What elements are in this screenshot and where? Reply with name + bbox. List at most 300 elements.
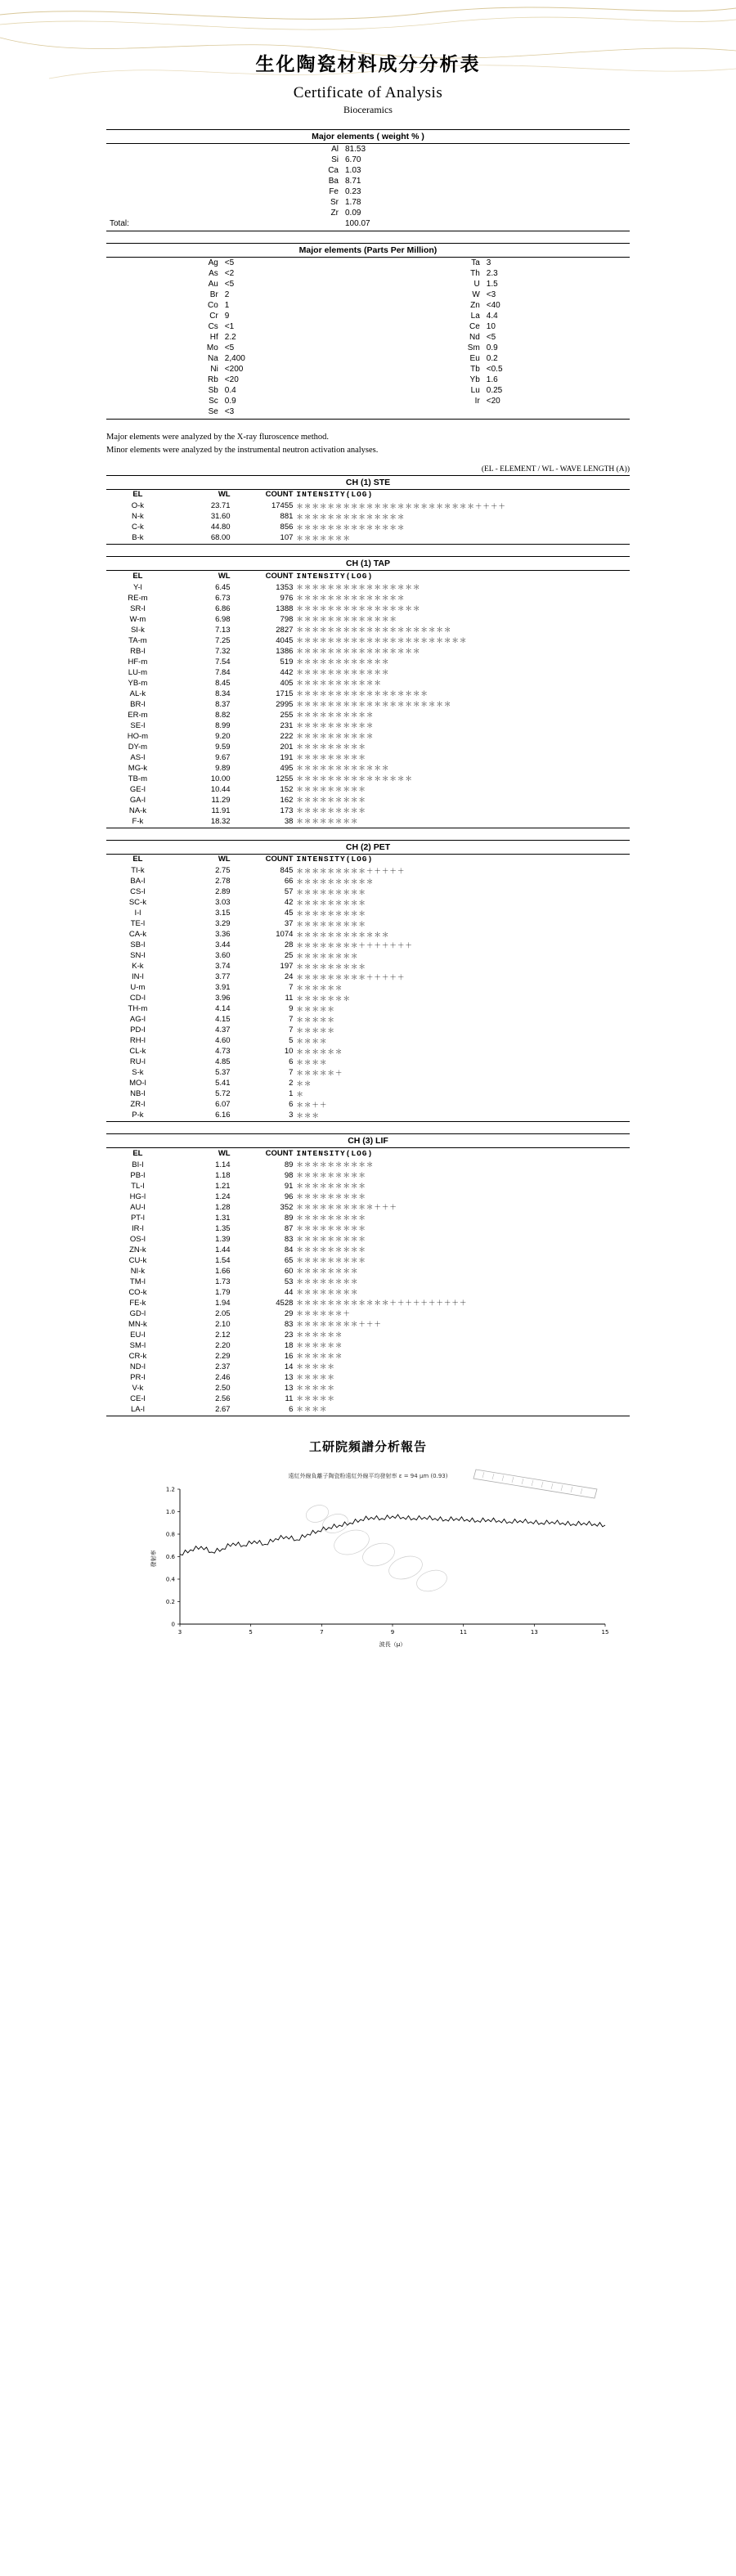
row-count: 60 xyxy=(284,1266,294,1276)
table-row xyxy=(106,197,630,208)
channel-table xyxy=(106,1148,630,1416)
table-row xyxy=(106,982,630,993)
row-element: TI-k xyxy=(131,866,145,875)
row-intensity-bar: ＊＊＊＊＊＊＊＊＊＊ xyxy=(296,733,375,741)
table-row xyxy=(106,1192,630,1202)
element-value: <5 xyxy=(224,343,235,352)
row-count: 29 xyxy=(284,1308,294,1318)
column-header-el: EL xyxy=(132,855,143,864)
table-row xyxy=(106,375,630,385)
column-header-intensity: INTENSITY(LOG) xyxy=(296,855,374,864)
row-intensity-bar: ＊＊＊＊＊ xyxy=(296,1384,335,1393)
row-element: ER-m xyxy=(128,710,148,720)
row-element: CR-k xyxy=(128,1351,147,1361)
row-intensity-bar: ＊＊＊＊＊＊＊＊＊ xyxy=(296,1214,366,1223)
element-value: <3 xyxy=(486,290,496,299)
section-rule xyxy=(106,1120,630,1122)
table-row xyxy=(106,1014,630,1025)
row-intensity-bar: ＊＊＊＊＊＊＊＊＊＊ xyxy=(296,711,375,720)
row-count: 7 xyxy=(289,1015,294,1024)
minor-elements-table xyxy=(106,258,630,420)
table-row xyxy=(106,1404,630,1415)
table-row xyxy=(106,289,630,300)
row-count: 1074 xyxy=(276,930,294,939)
table-row xyxy=(106,258,630,268)
row-wavelength: 7.13 xyxy=(215,625,231,635)
row-count: 53 xyxy=(284,1277,294,1286)
row-count: 1388 xyxy=(276,604,294,613)
channel-table xyxy=(106,571,630,828)
note-line: Major elements were analyzed by the X-ray fluroscence method. xyxy=(106,433,330,442)
element-symbol: Yb xyxy=(469,375,480,384)
element-value: 1.78 xyxy=(345,198,361,207)
row-intensity-bar: ＊＊＊＊＊＊＊＊＊＊ xyxy=(296,1161,375,1169)
note-line: Minor elements were analyzed by the instrumental neutron activation analyses. xyxy=(106,445,379,455)
element-symbol: As xyxy=(209,269,218,278)
table-row xyxy=(106,940,630,950)
element-symbol: Cs xyxy=(208,322,218,331)
row-wavelength: 3.15 xyxy=(215,909,231,918)
row-element: LA-l xyxy=(130,1404,145,1414)
element-symbol: Au xyxy=(208,280,218,289)
table-row xyxy=(106,165,630,176)
svg-text:0.8: 0.8 xyxy=(165,1531,175,1537)
row-element: F-k xyxy=(132,816,144,826)
row-count: 152 xyxy=(280,784,294,794)
row-count: 4045 xyxy=(276,635,294,645)
spectrum-chart-svg xyxy=(106,1465,630,1653)
row-intensity-bar: ＊＊＊＊＊＊＊＊ xyxy=(296,1289,359,1297)
svg-text:發射率: 發射率 xyxy=(150,1550,157,1567)
element-symbol: Mo xyxy=(206,343,218,352)
table-header-row xyxy=(106,571,630,582)
row-intensity-bar: ＊＊＊＊＊ xyxy=(296,1363,335,1371)
row-wavelength: 1.54 xyxy=(215,1255,231,1265)
row-wavelength: 1.94 xyxy=(215,1298,231,1308)
row-count: 798 xyxy=(280,614,294,624)
table-row xyxy=(106,897,630,908)
table-row xyxy=(106,1383,630,1393)
element-value: 1.03 xyxy=(345,166,361,175)
channel-header: CH (1) STE xyxy=(106,475,630,490)
element-symbol: Rb xyxy=(208,375,218,384)
row-count: 83 xyxy=(284,1319,294,1329)
row-intensity-bar: ＊＊＊＊＊＊＊＊＊ xyxy=(296,909,366,918)
row-element: U-m xyxy=(130,983,146,992)
element-value: 81.53 xyxy=(345,145,366,154)
row-element: P-k xyxy=(132,1111,144,1120)
element-value: 0.9 xyxy=(486,343,498,352)
row-count: 162 xyxy=(280,795,294,805)
table-row xyxy=(106,1340,630,1351)
row-count: 65 xyxy=(284,1255,294,1265)
row-count: 66 xyxy=(284,877,294,886)
row-intensity-bar: ＊＊＊＊＊＊＊＊＊＊＊＊＊＊＊＊ xyxy=(296,605,421,613)
row-count: 42 xyxy=(284,898,294,907)
total-row xyxy=(106,218,630,229)
table-row xyxy=(106,532,630,543)
row-count: 2827 xyxy=(276,625,294,635)
column-header-el: EL xyxy=(132,1148,143,1158)
row-wavelength: 1.79 xyxy=(215,1287,231,1297)
row-element: ZR-l xyxy=(130,1100,146,1109)
row-wavelength: 2.37 xyxy=(215,1362,231,1371)
table-row xyxy=(106,1078,630,1088)
row-count: 9 xyxy=(289,1004,294,1013)
row-count: 405 xyxy=(280,678,294,688)
row-wavelength: 3.91 xyxy=(215,983,231,992)
table-row xyxy=(106,795,630,806)
table-row xyxy=(106,321,630,332)
row-element: NA-k xyxy=(128,806,146,815)
row-element: BR-l xyxy=(130,699,146,709)
row-count: 87 xyxy=(284,1223,294,1233)
table-row xyxy=(106,396,630,406)
row-intensity-bar: ＊＊＊＊＊ xyxy=(296,1016,335,1025)
svg-text:7: 7 xyxy=(320,1628,324,1636)
channel-table xyxy=(106,490,630,545)
row-element: C-k xyxy=(132,523,144,532)
row-wavelength: 5.41 xyxy=(215,1079,231,1088)
row-wavelength: 3.77 xyxy=(215,972,231,981)
row-count: 495 xyxy=(280,763,294,773)
row-wavelength: 3.60 xyxy=(215,951,231,960)
row-intensity-bar: ＊＊＊＊＊＊＊＊＊＊＊ xyxy=(296,680,382,688)
table-row xyxy=(106,1213,630,1223)
row-intensity-bar: ＊＊＊＊＊＊＊＊＊＊＊＊＊＊＊＊＊＊＊＊ xyxy=(296,626,452,635)
row-count: 89 xyxy=(284,1213,294,1223)
row-element: TM-l xyxy=(129,1277,146,1286)
table-row xyxy=(106,1110,630,1120)
column-header-count: COUNT xyxy=(265,571,294,581)
element-symbol: Hf xyxy=(209,333,218,342)
element-symbol: W xyxy=(472,290,480,299)
row-count: 173 xyxy=(280,806,294,815)
row-intensity-bar: ＊＊＊＊＊＊＊＊＊ xyxy=(296,743,366,752)
row-count: 6 xyxy=(289,1057,294,1066)
element-value: 4.4 xyxy=(486,312,498,321)
row-intensity-bar: ＊＊＊＊＊＊＊＊＊ xyxy=(296,899,366,908)
table-row xyxy=(106,1003,630,1014)
row-wavelength: 1.35 xyxy=(215,1223,231,1233)
row-element: AU-l xyxy=(130,1202,146,1212)
row-count: 11 xyxy=(285,994,294,1003)
row-element: OS-l xyxy=(129,1234,146,1244)
table-row xyxy=(106,1067,630,1078)
element-symbol: Sm xyxy=(467,343,480,352)
row-intensity-bar: ＊＊＊＊＊＊＊＊＊ xyxy=(296,888,366,897)
element-symbol: Th xyxy=(470,269,480,278)
row-intensity-bar: ＊＊＊＊＊＊＊＊＊＊＋＋＋ xyxy=(296,1204,397,1212)
row-element: BI-l xyxy=(132,1160,144,1169)
row-count: 856 xyxy=(280,523,294,532)
table-row xyxy=(106,972,630,982)
row-element: SN-l xyxy=(130,951,146,960)
row-wavelength: 7.32 xyxy=(215,646,231,656)
row-wavelength: 18.32 xyxy=(210,816,231,826)
row-wavelength: 9.89 xyxy=(215,763,231,773)
table-row xyxy=(106,332,630,343)
channel-header: CH (1) TAP xyxy=(106,556,630,571)
row-element: RH-l xyxy=(129,1036,146,1045)
element-value: <1 xyxy=(224,322,235,331)
element-symbol: Se xyxy=(208,407,218,416)
minor-elements-header: Major elements (Parts Per Million) xyxy=(106,243,630,258)
row-element: I-l xyxy=(134,909,141,918)
table-row xyxy=(106,806,630,816)
element-value: 1.5 xyxy=(486,280,498,289)
table-row xyxy=(106,268,630,279)
table-row xyxy=(106,1088,630,1099)
row-intensity-bar: ＊＊＊＊＊＊＊＊ xyxy=(296,1268,359,1276)
row-element: EU-l xyxy=(130,1330,146,1340)
row-count: 44 xyxy=(284,1287,294,1297)
row-wavelength: 4.14 xyxy=(215,1004,231,1013)
column-header-count: COUNT xyxy=(265,1148,294,1158)
row-count: 24 xyxy=(284,972,294,981)
row-intensity-bar: ＊＊＊＊ xyxy=(296,1058,328,1067)
table-row xyxy=(106,678,630,689)
row-wavelength: 2.50 xyxy=(215,1383,231,1393)
row-intensity-bar: ＊＊＊＊＊＊＊＊＊＋＋＋＋＋ xyxy=(296,973,406,982)
element-value: 10 xyxy=(486,322,496,331)
table-row xyxy=(106,353,630,364)
row-count: 5 xyxy=(289,1036,294,1045)
row-element: IN-l xyxy=(132,972,144,981)
row-count: 96 xyxy=(284,1192,294,1201)
row-count: 107 xyxy=(280,533,294,542)
row-count: 13 xyxy=(284,1383,294,1393)
table-row xyxy=(106,1160,630,1170)
table-row xyxy=(106,1035,630,1046)
row-wavelength: 2.46 xyxy=(215,1372,231,1382)
svg-text:5: 5 xyxy=(249,1628,253,1636)
column-header-intensity: INTENSITY(LOG) xyxy=(296,490,374,499)
row-wavelength: 1.66 xyxy=(215,1266,231,1276)
row-count: 6 xyxy=(289,1404,294,1414)
element-value: <40 xyxy=(486,301,500,310)
table-row xyxy=(106,176,630,186)
row-element: MO-l xyxy=(129,1079,146,1088)
table-row xyxy=(106,720,630,731)
row-element: GD-l xyxy=(129,1308,146,1318)
row-wavelength: 1.18 xyxy=(215,1170,231,1180)
table-row xyxy=(106,1330,630,1340)
column-header-el: EL xyxy=(132,490,143,499)
row-element: CE-l xyxy=(130,1393,146,1403)
table-row xyxy=(106,343,630,353)
row-intensity-bar: ＊＊＊＊ xyxy=(296,1406,328,1414)
row-count: 2995 xyxy=(276,699,294,709)
table-header-row xyxy=(106,855,630,866)
row-count: 3 xyxy=(289,1111,294,1120)
row-wavelength: 2.29 xyxy=(215,1351,231,1361)
row-intensity-bar: ＊＊＊＊＊＊＊＊＊＊＊＊＊ xyxy=(296,616,397,624)
row-wavelength: 6.45 xyxy=(215,582,231,592)
element-symbol: Cr xyxy=(209,312,218,321)
row-intensity-bar: ＊＊＊＊＊＊ xyxy=(296,1353,343,1361)
element-symbol: Ir xyxy=(474,397,480,406)
row-wavelength: 2.56 xyxy=(215,1393,231,1403)
element-value: <20 xyxy=(486,397,500,406)
table-row xyxy=(106,699,630,710)
row-intensity-bar: ＊＊＊＊＊＊＊＊ xyxy=(296,952,359,961)
row-count: 10 xyxy=(284,1047,294,1056)
row-intensity-bar: ＊＊＊＊＊＋ xyxy=(296,1069,343,1078)
row-intensity-bar: ＊＊＊＊＊＊＊＊＊ xyxy=(296,920,366,929)
row-element: CU-k xyxy=(128,1255,147,1265)
row-element: Y-l xyxy=(133,582,142,592)
row-count: 1386 xyxy=(276,646,294,656)
row-element: V-k xyxy=(132,1383,144,1393)
table-row xyxy=(106,763,630,774)
row-element: W-m xyxy=(129,614,146,624)
row-element: PT-l xyxy=(130,1213,145,1223)
table-row xyxy=(106,710,630,720)
table-row xyxy=(106,186,630,197)
table-row xyxy=(106,155,630,165)
row-intensity-bar: ＊＊＊＊＊＊＊＊＊＊＊＊＊＊＊ xyxy=(296,775,413,783)
row-element: TE-l xyxy=(130,919,146,928)
row-wavelength: 1.24 xyxy=(215,1192,231,1201)
row-element: HO-m xyxy=(127,731,149,741)
table-row xyxy=(106,731,630,742)
row-element: NB-l xyxy=(130,1089,146,1098)
page-subtitle-secondary: Bioceramics xyxy=(343,104,393,115)
row-count: 231 xyxy=(280,720,294,730)
table-row xyxy=(106,500,630,511)
table-row xyxy=(106,1319,630,1330)
row-intensity-bar: ＊＊＊＊＊＊ xyxy=(296,1048,343,1057)
analysis-notes xyxy=(106,431,630,457)
row-intensity-bar: ＊＊＊＊＊＊＊＊ xyxy=(296,818,359,826)
row-count: 201 xyxy=(280,742,294,752)
row-wavelength: 10.00 xyxy=(210,774,231,783)
row-count: 45 xyxy=(284,909,294,918)
table-row xyxy=(106,774,630,784)
element-symbol: Zr xyxy=(330,209,339,218)
svg-text:1.2: 1.2 xyxy=(165,1486,175,1492)
row-wavelength: 23.71 xyxy=(210,501,231,510)
row-intensity-bar: ＊＊＊＊＊＊＊＊＊＊ xyxy=(296,877,375,886)
major-elements-table xyxy=(106,144,630,231)
row-count: 98 xyxy=(284,1170,294,1180)
row-element: TL-l xyxy=(131,1181,145,1191)
column-header-count: COUNT xyxy=(265,490,294,499)
row-wavelength: 11.29 xyxy=(211,795,231,805)
element-symbol: U xyxy=(473,280,480,289)
row-intensity-bar: ＊＊＊＊＊＊＋ xyxy=(296,1310,351,1318)
row-element: O-k xyxy=(131,501,145,510)
row-wavelength: 6.73 xyxy=(215,593,231,603)
table-row xyxy=(106,1234,630,1245)
row-count: 83 xyxy=(284,1234,294,1244)
row-intensity-bar: ＊＊＊＊＊＊＊＊＊ xyxy=(296,1246,366,1254)
row-count: 7 xyxy=(289,1068,294,1077)
svg-text:3: 3 xyxy=(177,1628,182,1636)
row-count: 976 xyxy=(280,593,294,603)
table-row xyxy=(106,1393,630,1404)
row-wavelength: 11.91 xyxy=(211,806,231,815)
row-element: FE-k xyxy=(129,1298,146,1308)
row-count: 37 xyxy=(284,919,294,928)
row-element: TH-m xyxy=(128,1004,148,1013)
element-value xyxy=(483,406,630,417)
row-element: GA-l xyxy=(129,795,146,805)
element-value: 2.3 xyxy=(486,269,498,278)
row-count: 89 xyxy=(284,1160,294,1169)
column-header-wl: WL xyxy=(218,571,231,581)
row-wavelength: 2.12 xyxy=(215,1330,231,1340)
row-count: 17455 xyxy=(271,501,294,510)
row-count: 881 xyxy=(280,512,294,521)
row-intensity-bar: ＊＊＊＊＊＊＊ xyxy=(296,994,351,1003)
element-symbol xyxy=(368,406,483,417)
channel-table xyxy=(106,855,630,1123)
row-intensity-bar: ＊＊＊＊＊＊＊＊＊ xyxy=(296,807,366,815)
element-value: 2.2 xyxy=(224,333,236,342)
row-element: SB-l xyxy=(130,940,146,949)
svg-text:15: 15 xyxy=(601,1628,609,1636)
row-wavelength: 3.74 xyxy=(215,962,231,971)
element-value: 1 xyxy=(224,301,230,310)
table-row xyxy=(106,144,630,155)
table-row xyxy=(106,1255,630,1266)
element-symbol: Ag xyxy=(208,258,218,267)
row-intensity-bar: ＊＊＋＋ xyxy=(296,1101,328,1110)
row-wavelength: 8.45 xyxy=(215,678,231,688)
row-count: 11 xyxy=(285,1393,294,1403)
row-intensity-bar: ＊＊＊＊ xyxy=(296,1037,328,1046)
row-element: SE-l xyxy=(130,720,146,730)
row-intensity-bar: ＊＊＊＊＊＊＊＊＊ xyxy=(296,963,366,972)
row-element: CL-k xyxy=(129,1047,146,1056)
row-intensity-bar: ＊＊＊＊＊＊＊＊＊ xyxy=(296,1193,366,1201)
column-header-wl: WL xyxy=(218,490,231,499)
section-rule xyxy=(106,543,630,545)
row-intensity-bar: ＊＊＊＊＊＊＊＊＊＊＊＊＊＊ xyxy=(296,595,406,603)
element-symbol: Sb xyxy=(208,386,218,395)
row-wavelength: 2.78 xyxy=(215,877,231,886)
row-wavelength: 4.73 xyxy=(215,1047,231,1056)
row-count: 191 xyxy=(280,752,294,762)
row-element: ND-l xyxy=(129,1362,146,1371)
row-intensity-bar: ＊＊＊＊＊＊＊＊＊＊＊＊ xyxy=(296,765,390,773)
row-wavelength: 3.03 xyxy=(215,898,231,907)
row-count: 7 xyxy=(289,983,294,992)
table-row xyxy=(106,208,630,218)
row-intensity-bar: ＊＊＊ xyxy=(296,1111,320,1120)
row-element: PR-l xyxy=(130,1372,146,1382)
major-elements-section xyxy=(106,129,630,231)
element-symbol: Fe xyxy=(329,187,339,196)
row-wavelength: 2.05 xyxy=(215,1308,231,1318)
element-value: 3 xyxy=(486,258,491,267)
table-row xyxy=(106,993,630,1003)
table-row xyxy=(106,752,630,763)
element-value: <2 xyxy=(224,269,235,278)
table-row xyxy=(106,522,630,532)
row-intensity-bar: ＊＊＊＊＊＊＊＊＊ xyxy=(296,1183,366,1191)
row-count: 84 xyxy=(284,1245,294,1254)
svg-text:13: 13 xyxy=(530,1628,538,1636)
element-value: 0.25 xyxy=(486,386,503,395)
element-symbol: Eu xyxy=(469,354,480,363)
table-header-row xyxy=(106,490,630,501)
table-row xyxy=(106,961,630,972)
element-value: 6.70 xyxy=(345,155,361,164)
row-count: 1 xyxy=(289,1089,294,1098)
